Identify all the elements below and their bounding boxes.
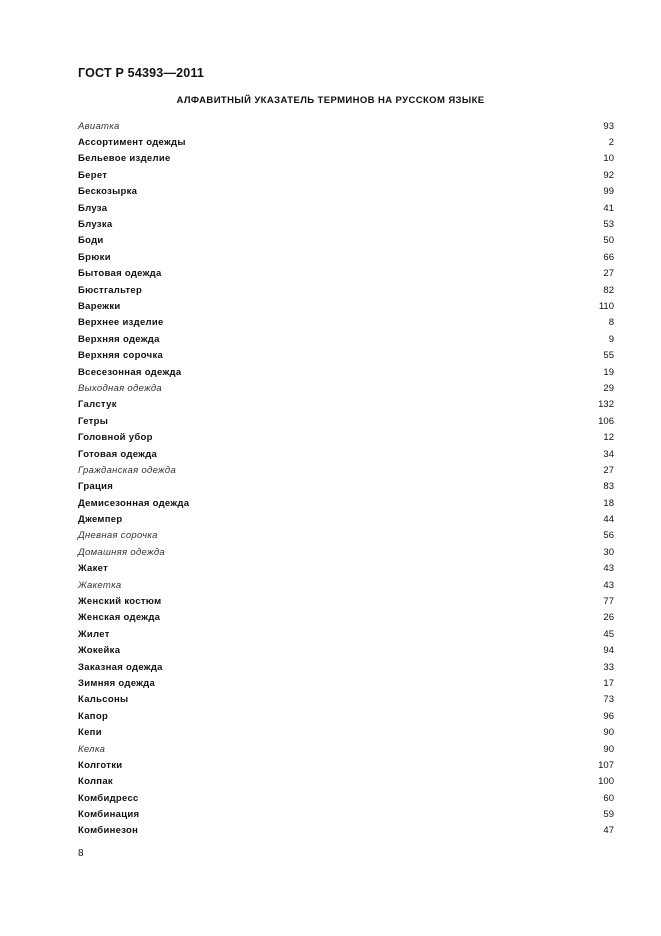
index-page-ref: 10 <box>603 153 614 165</box>
index-term: Бюстгальтер <box>78 284 143 296</box>
index-title: АЛФАВИТНЫЙ УКАЗАТЕЛЬ ТЕРМИНОВ НА РУССКОМ ЯЗЫКЕ <box>176 95 485 106</box>
index-page-ref: 94 <box>603 645 614 657</box>
index-page-ref: 45 <box>603 628 614 640</box>
index-page-ref: 77 <box>603 596 614 608</box>
index-entry <box>78 216 614 232</box>
page-number: 8 <box>78 848 84 859</box>
index-page-ref: 83 <box>603 481 614 493</box>
index-term: Гражданская одежда <box>78 464 177 476</box>
index-entry <box>78 757 614 773</box>
index-term: Авиатка <box>78 120 120 132</box>
index-page-ref: 47 <box>603 825 614 837</box>
index-term: Капор <box>78 710 109 722</box>
index-entry <box>78 347 614 363</box>
index-term: Боди <box>78 235 104 247</box>
index-term: Берет <box>78 169 108 181</box>
index-page-ref: 96 <box>603 710 614 722</box>
index-page-ref: 33 <box>603 661 614 673</box>
index-entry <box>78 790 614 806</box>
index-page-ref: 18 <box>603 497 614 509</box>
index-entry <box>78 134 614 150</box>
index-term: Бытовая одежда <box>78 268 162 280</box>
index-entry <box>78 675 614 691</box>
index-entry <box>78 724 614 740</box>
index-page-ref: 60 <box>603 792 614 804</box>
index-entry <box>78 741 614 757</box>
index-term: Верхняя одежда <box>78 333 160 345</box>
index-term: Демисезонная одежда <box>78 497 190 509</box>
index-entry <box>78 200 614 216</box>
index-term: Галстук <box>78 399 117 411</box>
index-term: Женская одежда <box>78 612 161 624</box>
index-term: Колготки <box>78 759 123 771</box>
index-term: Жокейка <box>78 645 121 657</box>
index-term: Комбинация <box>78 809 140 821</box>
index-term: Гетры <box>78 415 109 427</box>
index-entry <box>78 282 614 298</box>
index-term: Комбидресс <box>78 792 139 804</box>
index-entry <box>78 249 614 265</box>
index-entry <box>78 364 614 380</box>
index-entry <box>78 561 614 577</box>
index-page-ref: 132 <box>598 399 614 411</box>
index-page-ref: 100 <box>598 776 614 788</box>
index-page-ref: 34 <box>603 448 614 460</box>
index-term: Жакет <box>78 563 109 575</box>
index-entry <box>78 184 614 200</box>
index-page-ref: 73 <box>603 694 614 706</box>
index-page-ref: 93 <box>603 120 614 132</box>
index-entry <box>78 331 614 347</box>
index-page-ref: 9 <box>608 333 614 345</box>
index-term: Кальсоны <box>78 694 129 706</box>
index-term: Джемпер <box>78 514 123 526</box>
index-entry <box>78 397 614 413</box>
index-entry <box>78 806 614 822</box>
index-entry <box>78 266 614 282</box>
index-term: Верхнее изделие <box>78 317 164 329</box>
index-page-ref: 53 <box>603 219 614 231</box>
index-page-ref: 66 <box>603 251 614 263</box>
index-entry <box>78 692 614 708</box>
index-page-ref: 29 <box>603 382 614 394</box>
index-entry <box>78 446 614 462</box>
index-entry <box>78 528 614 544</box>
index-page-ref: 17 <box>603 677 614 689</box>
index-entry <box>78 495 614 511</box>
index-term: Кепи <box>78 727 102 739</box>
index-term: Выходная одежда <box>78 382 163 394</box>
index-entry <box>78 593 614 609</box>
index-entry <box>78 659 614 675</box>
index-entry <box>78 544 614 560</box>
index-entry <box>78 151 614 167</box>
index-entry <box>78 413 614 429</box>
index-term: Верхняя сорочка <box>78 350 164 362</box>
index-entry <box>78 511 614 527</box>
index-term: Головной убор <box>78 432 153 444</box>
index-term: Всесезонная одежда <box>78 366 182 378</box>
index-term: Колпак <box>78 776 113 788</box>
index-entry <box>78 298 614 314</box>
index-page-ref: 41 <box>603 202 614 214</box>
index-term: Женский костюм <box>78 596 162 608</box>
index-entry <box>78 315 614 331</box>
index-page-ref: 92 <box>603 169 614 181</box>
index-entry <box>78 626 614 642</box>
index-term: Заказная одежда <box>78 661 163 673</box>
index-page-ref: 30 <box>603 546 614 558</box>
index-entry <box>78 610 614 626</box>
index-page-ref: 106 <box>598 415 614 427</box>
index-term: Готовая одежда <box>78 448 158 460</box>
index-page-ref: 90 <box>603 743 614 755</box>
index-term: Блузка <box>78 219 113 231</box>
index-term: Бельевое изделие <box>78 153 171 165</box>
index-term: Жилет <box>78 628 110 640</box>
index-entry <box>78 708 614 724</box>
index-term: Дневная сорочка <box>78 530 158 542</box>
index-entry <box>78 643 614 659</box>
document-header: ГОСТ Р 54393—2011 <box>78 66 205 80</box>
index-term: Варежки <box>78 300 121 312</box>
index-term: Ассортимент одежды <box>78 137 186 149</box>
index-term: Жакетка <box>78 579 122 591</box>
index-entry <box>78 823 614 839</box>
index-entry <box>78 429 614 445</box>
index-page-ref: 44 <box>603 514 614 526</box>
index-page-ref: 19 <box>603 366 614 378</box>
index-page-ref: 26 <box>603 612 614 624</box>
index-page-ref: 50 <box>603 235 614 247</box>
index-page-ref: 27 <box>603 268 614 280</box>
index-page-ref: 99 <box>603 186 614 198</box>
index-entry <box>78 479 614 495</box>
index-page-ref: 43 <box>603 579 614 591</box>
index-term: Келка <box>78 743 106 755</box>
index-term: Домашняя одежда <box>78 546 165 558</box>
index-entry <box>78 233 614 249</box>
index-term: Брюки <box>78 251 111 263</box>
index-term: Блуза <box>78 202 108 214</box>
index-page-ref: 55 <box>603 350 614 362</box>
index-term: Грация <box>78 481 114 493</box>
index-page-ref: 2 <box>608 137 614 149</box>
index-term: Бескозырка <box>78 186 138 198</box>
index-entry <box>78 774 614 790</box>
index-term: Зимняя одежда <box>78 677 156 689</box>
index-page-ref: 82 <box>603 284 614 296</box>
index-entry <box>78 167 614 183</box>
index-page-ref: 8 <box>608 317 614 329</box>
index-page-ref: 27 <box>603 464 614 476</box>
index-term: Комбинезон <box>78 825 139 837</box>
term-index-list <box>78 118 614 839</box>
index-page-ref: 110 <box>598 300 614 312</box>
index-page-ref: 59 <box>603 809 614 821</box>
index-entry <box>78 462 614 478</box>
index-page-ref: 56 <box>603 530 614 542</box>
index-page-ref: 107 <box>598 759 614 771</box>
index-entry <box>78 577 614 593</box>
index-page-ref: 90 <box>603 727 614 739</box>
index-entry <box>78 380 614 396</box>
index-entry <box>78 118 614 134</box>
index-page-ref: 12 <box>603 432 614 444</box>
index-page-ref: 43 <box>603 563 614 575</box>
